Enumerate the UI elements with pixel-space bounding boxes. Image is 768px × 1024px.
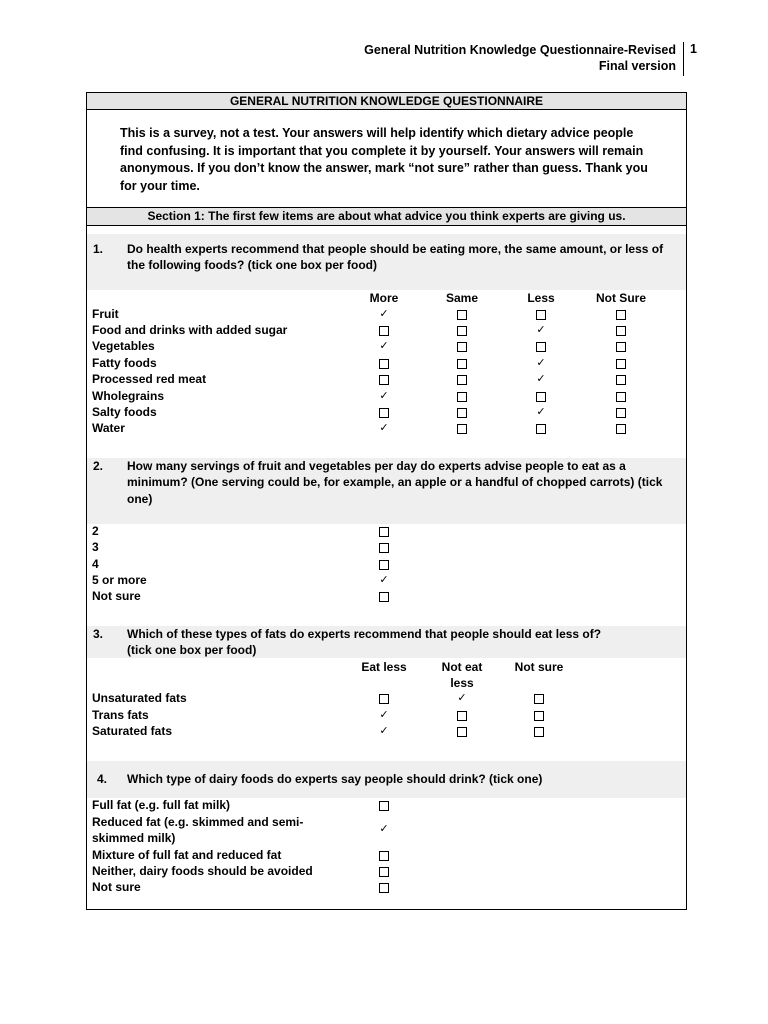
q3-col-not-eat-less: Not eat less [441,660,483,690]
q4-number: 4. [97,772,108,786]
checkbox-square [457,711,467,721]
checkbox-square [457,727,467,737]
checkbox-square [457,326,467,336]
check-glyph: ✓ [536,405,546,418]
checkbox[interactable] [532,690,546,706]
q3-col-not-eat-less-wrap [422,659,502,691]
q1-row-label: Processed red meat [92,372,207,386]
q2-row-label: 4 [92,557,99,571]
checkbox[interactable] [377,404,391,420]
checkbox-square [379,592,389,602]
intro-text: This is a survey, not a test. Your answers will help identify which dietary advice people find confusing. It is important that you complete it by yourself. Your answers will remain anonymous. If you don’t know the answer, mark “not sure” rather than guess. Thank you for your time. [120,126,648,193]
checkbox-square [379,408,389,418]
q4-text: Which type of dairy foods do experts say people should drink? (tick one) [127,772,543,786]
checkbox[interactable] [377,690,391,706]
q1-col-same: Same [445,291,479,305]
checkbox-square [379,851,389,861]
checkbox-square [457,392,467,402]
checkbox-square [379,359,389,369]
checkbox-square [616,392,626,402]
q3-text [127,626,672,659]
checkbox[interactable] [377,797,391,813]
q2-number: 2. [93,459,104,473]
checkbox[interactable] [455,322,469,338]
q4-row-label: Reduced fat (e.g. skimmed and semi-skimmed milk) [92,815,304,845]
checkbox[interactable] [614,355,628,371]
checkmark-icon[interactable] [534,355,548,371]
page-number: 1 [690,42,697,56]
checkbox[interactable] [377,539,391,555]
q4-row-label: Neither, dairy foods should be avoided [92,864,313,878]
checkmark-icon[interactable] [377,388,391,404]
checkbox-square [616,326,626,336]
checkbox[interactable] [455,306,469,322]
header-version: Final version [598,59,676,73]
checkbox-square [616,424,626,434]
q3-row-label: Trans fats [92,708,149,722]
q1-col-less: Less [527,291,555,305]
checkbox[interactable] [534,420,548,436]
q2-row-label: 2 [92,524,99,538]
checkbox[interactable] [377,322,391,338]
checkbox-square [379,543,389,553]
checkbox[interactable] [455,355,469,371]
checkbox-square [379,326,389,336]
checkbox-square [379,801,389,811]
checkbox[interactable] [455,338,469,354]
q1-row-label: Water [92,421,125,435]
checkbox-square [536,392,546,402]
checkmark-icon[interactable] [377,572,391,588]
checkmark-icon[interactable] [455,690,469,706]
q1-col-not-sure: Not Sure [595,291,646,305]
checkbox-square [379,694,389,704]
checkbox-square [457,375,467,385]
checkmark-icon[interactable] [377,338,391,354]
checkbox[interactable] [532,707,546,723]
checkbox-square [616,310,626,320]
q1-text: Do health experts recommend that people should be eating more, the same amount, or less of the following foods? (tick one box per food) [127,242,664,273]
q1-row-label: Salty foods [92,405,157,419]
checkbox-square [616,359,626,369]
checkbox[interactable] [532,723,546,739]
checkbox-square [616,342,626,352]
checkbox-square [457,408,467,418]
checkbox-square [457,310,467,320]
checkbox[interactable] [377,355,391,371]
checkbox[interactable] [614,420,628,436]
q3-number: 3. [93,627,104,641]
checkmark-icon[interactable] [534,404,548,420]
q2-row-label: Not sure [92,589,141,603]
checkbox-square [457,342,467,352]
checkbox[interactable] [614,322,628,338]
checkbox[interactable] [534,338,548,354]
document-header [364,42,676,74]
checkmark-icon[interactable] [534,371,548,387]
checkbox-square [534,694,544,704]
checkbox-square [536,310,546,320]
checkbox-square [379,867,389,877]
checkbox-square [536,424,546,434]
checkbox[interactable] [455,371,469,387]
q3-col-not-sure: Not sure [514,660,564,674]
section-1-heading: Section 1: The first few items are about what advice you think experts are giving us. [87,207,686,226]
q4-row-label: Full fat (e.g. full fat milk) [92,798,230,812]
checkbox[interactable] [377,371,391,387]
checkbox[interactable] [377,879,391,895]
q1-row-label: Vegetables [92,339,155,353]
checkbox[interactable] [455,723,469,739]
check-glyph: ✓ [379,822,389,835]
checkmark-icon[interactable] [377,707,391,723]
checkbox[interactable] [377,863,391,879]
checkbox-square [536,342,546,352]
q1-row-label: Food and drinks with added sugar [92,323,288,337]
check-glyph: ✓ [536,323,546,336]
checkbox[interactable] [614,306,628,322]
check-glyph: ✓ [379,339,389,352]
checkbox-square [457,359,467,369]
q1-row-label: Fatty foods [92,356,157,370]
q2-text: How many servings of fruit and vegetables per day do experts advise people to eat as a minimum? (One serving could be, for example, an apple or a handful of chopped carrots) (tick one) [127,459,663,506]
q3-text-line2: (tick one box per food) [127,643,257,658]
check-glyph: ✓ [536,356,546,369]
checkbox[interactable] [377,588,391,604]
checkmark-icon[interactable] [377,723,391,739]
q1-number: 1. [93,242,104,256]
checkbox[interactable] [455,707,469,723]
check-glyph: ✓ [457,691,467,704]
checkbox[interactable] [614,371,628,387]
header-divider [683,42,684,76]
q2-row-label: 3 [92,540,99,554]
header-title: General Nutrition Knowledge Questionnaire-Revised [364,43,676,57]
checkbox[interactable] [455,404,469,420]
checkbox[interactable] [377,556,391,572]
checkbox-square [379,560,389,570]
checkbox-square [379,527,389,537]
checkmark-icon[interactable] [377,821,391,837]
q3-col-eat-less: Eat less [361,660,407,674]
checkbox-square [457,424,467,434]
check-glyph: ✓ [379,708,389,721]
check-glyph: ✓ [379,421,389,434]
q1-row-label: Wholegrains [92,389,165,403]
checkmark-icon[interactable] [377,306,391,322]
checkbox-square [379,883,389,893]
checkbox[interactable] [377,847,391,863]
checkbox[interactable] [614,388,628,404]
checkbox[interactable] [614,404,628,420]
checkbox[interactable] [455,420,469,436]
checkbox-square [616,408,626,418]
checkmark-icon[interactable] [377,420,391,436]
checkbox[interactable] [534,306,548,322]
q2-row-label: 5 or more [92,573,147,587]
q3-text-line1: Which of these types of fats do experts recommend that people should eat less of? [127,627,602,641]
check-glyph: ✓ [379,573,389,586]
checkbox-square [534,711,544,721]
check-glyph: ✓ [536,372,546,385]
q4-row-label: Not sure [92,880,141,894]
checkbox[interactable] [377,523,391,539]
checkmark-icon[interactable] [534,322,548,338]
q3-row-label: Saturated fats [92,724,173,738]
checkbox-square [379,375,389,385]
q1-row-label: Fruit [92,307,119,321]
q4-row-label: Mixture of full fat and reduced fat [92,848,282,862]
q1-col-more: More [369,291,399,305]
form-title: GENERAL NUTRITION KNOWLEDGE QUESTIONNAIRE [87,92,686,110]
checkbox[interactable] [455,388,469,404]
checkbox-square [616,375,626,385]
checkbox-square [534,727,544,737]
q3-row-label: Unsaturated fats [92,691,187,705]
check-glyph: ✓ [379,307,389,320]
checkbox[interactable] [534,388,548,404]
checkbox[interactable] [614,338,628,354]
check-glyph: ✓ [379,389,389,402]
check-glyph: ✓ [379,724,389,737]
